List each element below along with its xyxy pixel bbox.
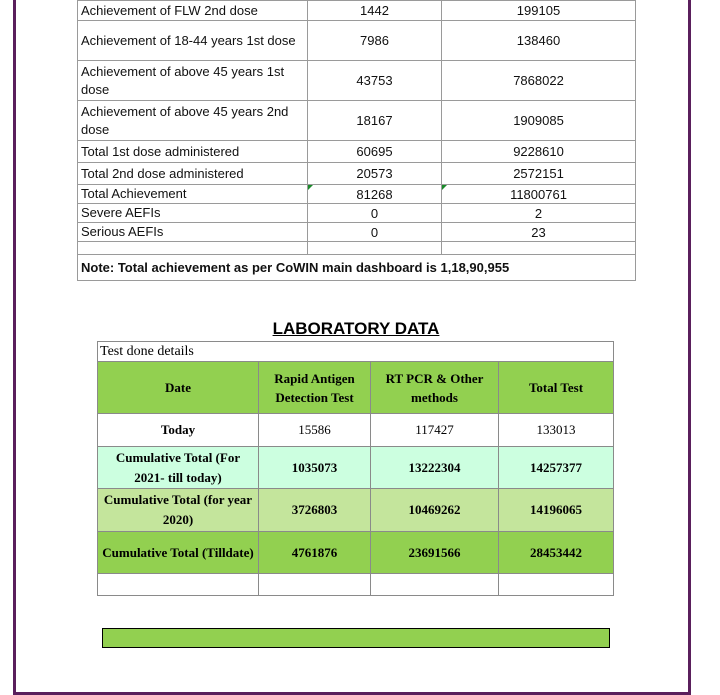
total-value: 14257377: [499, 447, 614, 489]
total-value: 28453442: [499, 532, 614, 574]
rapid-value: 15586: [259, 414, 371, 447]
row-label: Total 1st dose administered: [78, 141, 308, 163]
table-row: [98, 532, 614, 574]
today-value: 18167: [308, 101, 442, 141]
rapid-value: 3726803: [259, 489, 371, 532]
row-label: Severe AEFIs: [78, 204, 308, 223]
rtpcr-value: 10469262: [371, 489, 499, 532]
cumulative-value: 9228610: [442, 141, 636, 163]
today-value: 43753: [308, 61, 442, 101]
cumulative-value: 199105: [442, 1, 636, 21]
total-value: 133013: [499, 414, 614, 447]
row-label: Achievement of above 45 years 2nd dose: [78, 101, 308, 141]
table-row: [78, 185, 636, 204]
header-row: [98, 362, 614, 414]
row-label: Achievement of 18-44 years 1st dose: [78, 21, 308, 61]
rtpcr-value: 13222304: [371, 447, 499, 489]
row-label: Achievement of above 45 years 1st dose: [78, 61, 308, 101]
caption-row: [98, 342, 614, 362]
note-row: [78, 255, 636, 281]
cumulative-value: [442, 185, 636, 204]
table-row: [78, 141, 636, 163]
cumulative-value: 2: [442, 204, 636, 223]
laboratory-title: LABORATORY DATA: [272, 319, 440, 338]
blank-row: [78, 242, 636, 255]
table-row: [78, 101, 636, 141]
blank-cell: [308, 242, 442, 255]
row-label: Serious AEFIs: [78, 223, 308, 242]
today-value-text: 81268: [356, 186, 393, 202]
rapid-value: 4761876: [259, 532, 371, 574]
rtpcr-value: 23691566: [371, 532, 499, 574]
total-value: 14196065: [499, 489, 614, 532]
table-row: [78, 1, 636, 21]
cumulative-value-text: 11800761: [510, 186, 567, 202]
next-section-header-bar: [102, 628, 610, 648]
today-value: 7986: [308, 21, 442, 61]
today-value: 60695: [308, 141, 442, 163]
blank-cell: [371, 574, 499, 596]
row-label: Achievement of FLW 2nd dose: [78, 1, 308, 21]
rtpcr-value: 117427: [371, 414, 499, 447]
blank-cell: [442, 242, 636, 255]
vaccination-table: [77, 0, 636, 281]
note-text: Note: Total achievement as per CoWIN main dashboard is 1,18,90,955: [78, 255, 636, 281]
cumulative-value: 23: [442, 223, 636, 242]
table-row: [78, 204, 636, 223]
cumulative-value: 2572151: [442, 163, 636, 185]
header-total-test: Total Test: [499, 362, 614, 414]
today-value: 0: [308, 204, 442, 223]
laboratory-table: [97, 341, 614, 596]
blank-cell: [78, 242, 308, 255]
today-value: 20573: [308, 163, 442, 185]
header-rtpcr: RT PCR & Other methods: [371, 362, 499, 414]
cumulative-value: 138460: [442, 21, 636, 61]
header-date: Date: [98, 362, 259, 414]
blank-cell: [499, 574, 614, 596]
cumulative-value: 1909085: [442, 101, 636, 141]
table-row: [98, 447, 614, 489]
blank-row: [98, 574, 614, 596]
blank-cell: [98, 574, 259, 596]
row-label: Today: [98, 414, 259, 447]
today-value: 1442: [308, 1, 442, 21]
table-caption: Test done details: [98, 342, 614, 362]
row-label: Total 2nd dose administered: [78, 163, 308, 185]
row-label: Cumulative Total (for year 2020): [98, 489, 259, 532]
cumulative-value: 7868022: [442, 61, 636, 101]
today-value: [308, 185, 442, 204]
table-row: [78, 61, 636, 101]
table-row: [78, 163, 636, 185]
blank-cell: [259, 574, 371, 596]
row-label: Cumulative Total (For 2021- till today): [98, 447, 259, 489]
table-row: [98, 489, 614, 532]
table-row: [78, 21, 636, 61]
header-rapid-antigen: Rapid Antigen Detection Test: [259, 362, 371, 414]
row-label: Total Achievement: [78, 185, 308, 204]
table-row: [78, 223, 636, 242]
row-label: Cumulative Total (Tilldate): [98, 532, 259, 574]
table-row: [98, 414, 614, 447]
today-value: 0: [308, 223, 442, 242]
rapid-value: 1035073: [259, 447, 371, 489]
